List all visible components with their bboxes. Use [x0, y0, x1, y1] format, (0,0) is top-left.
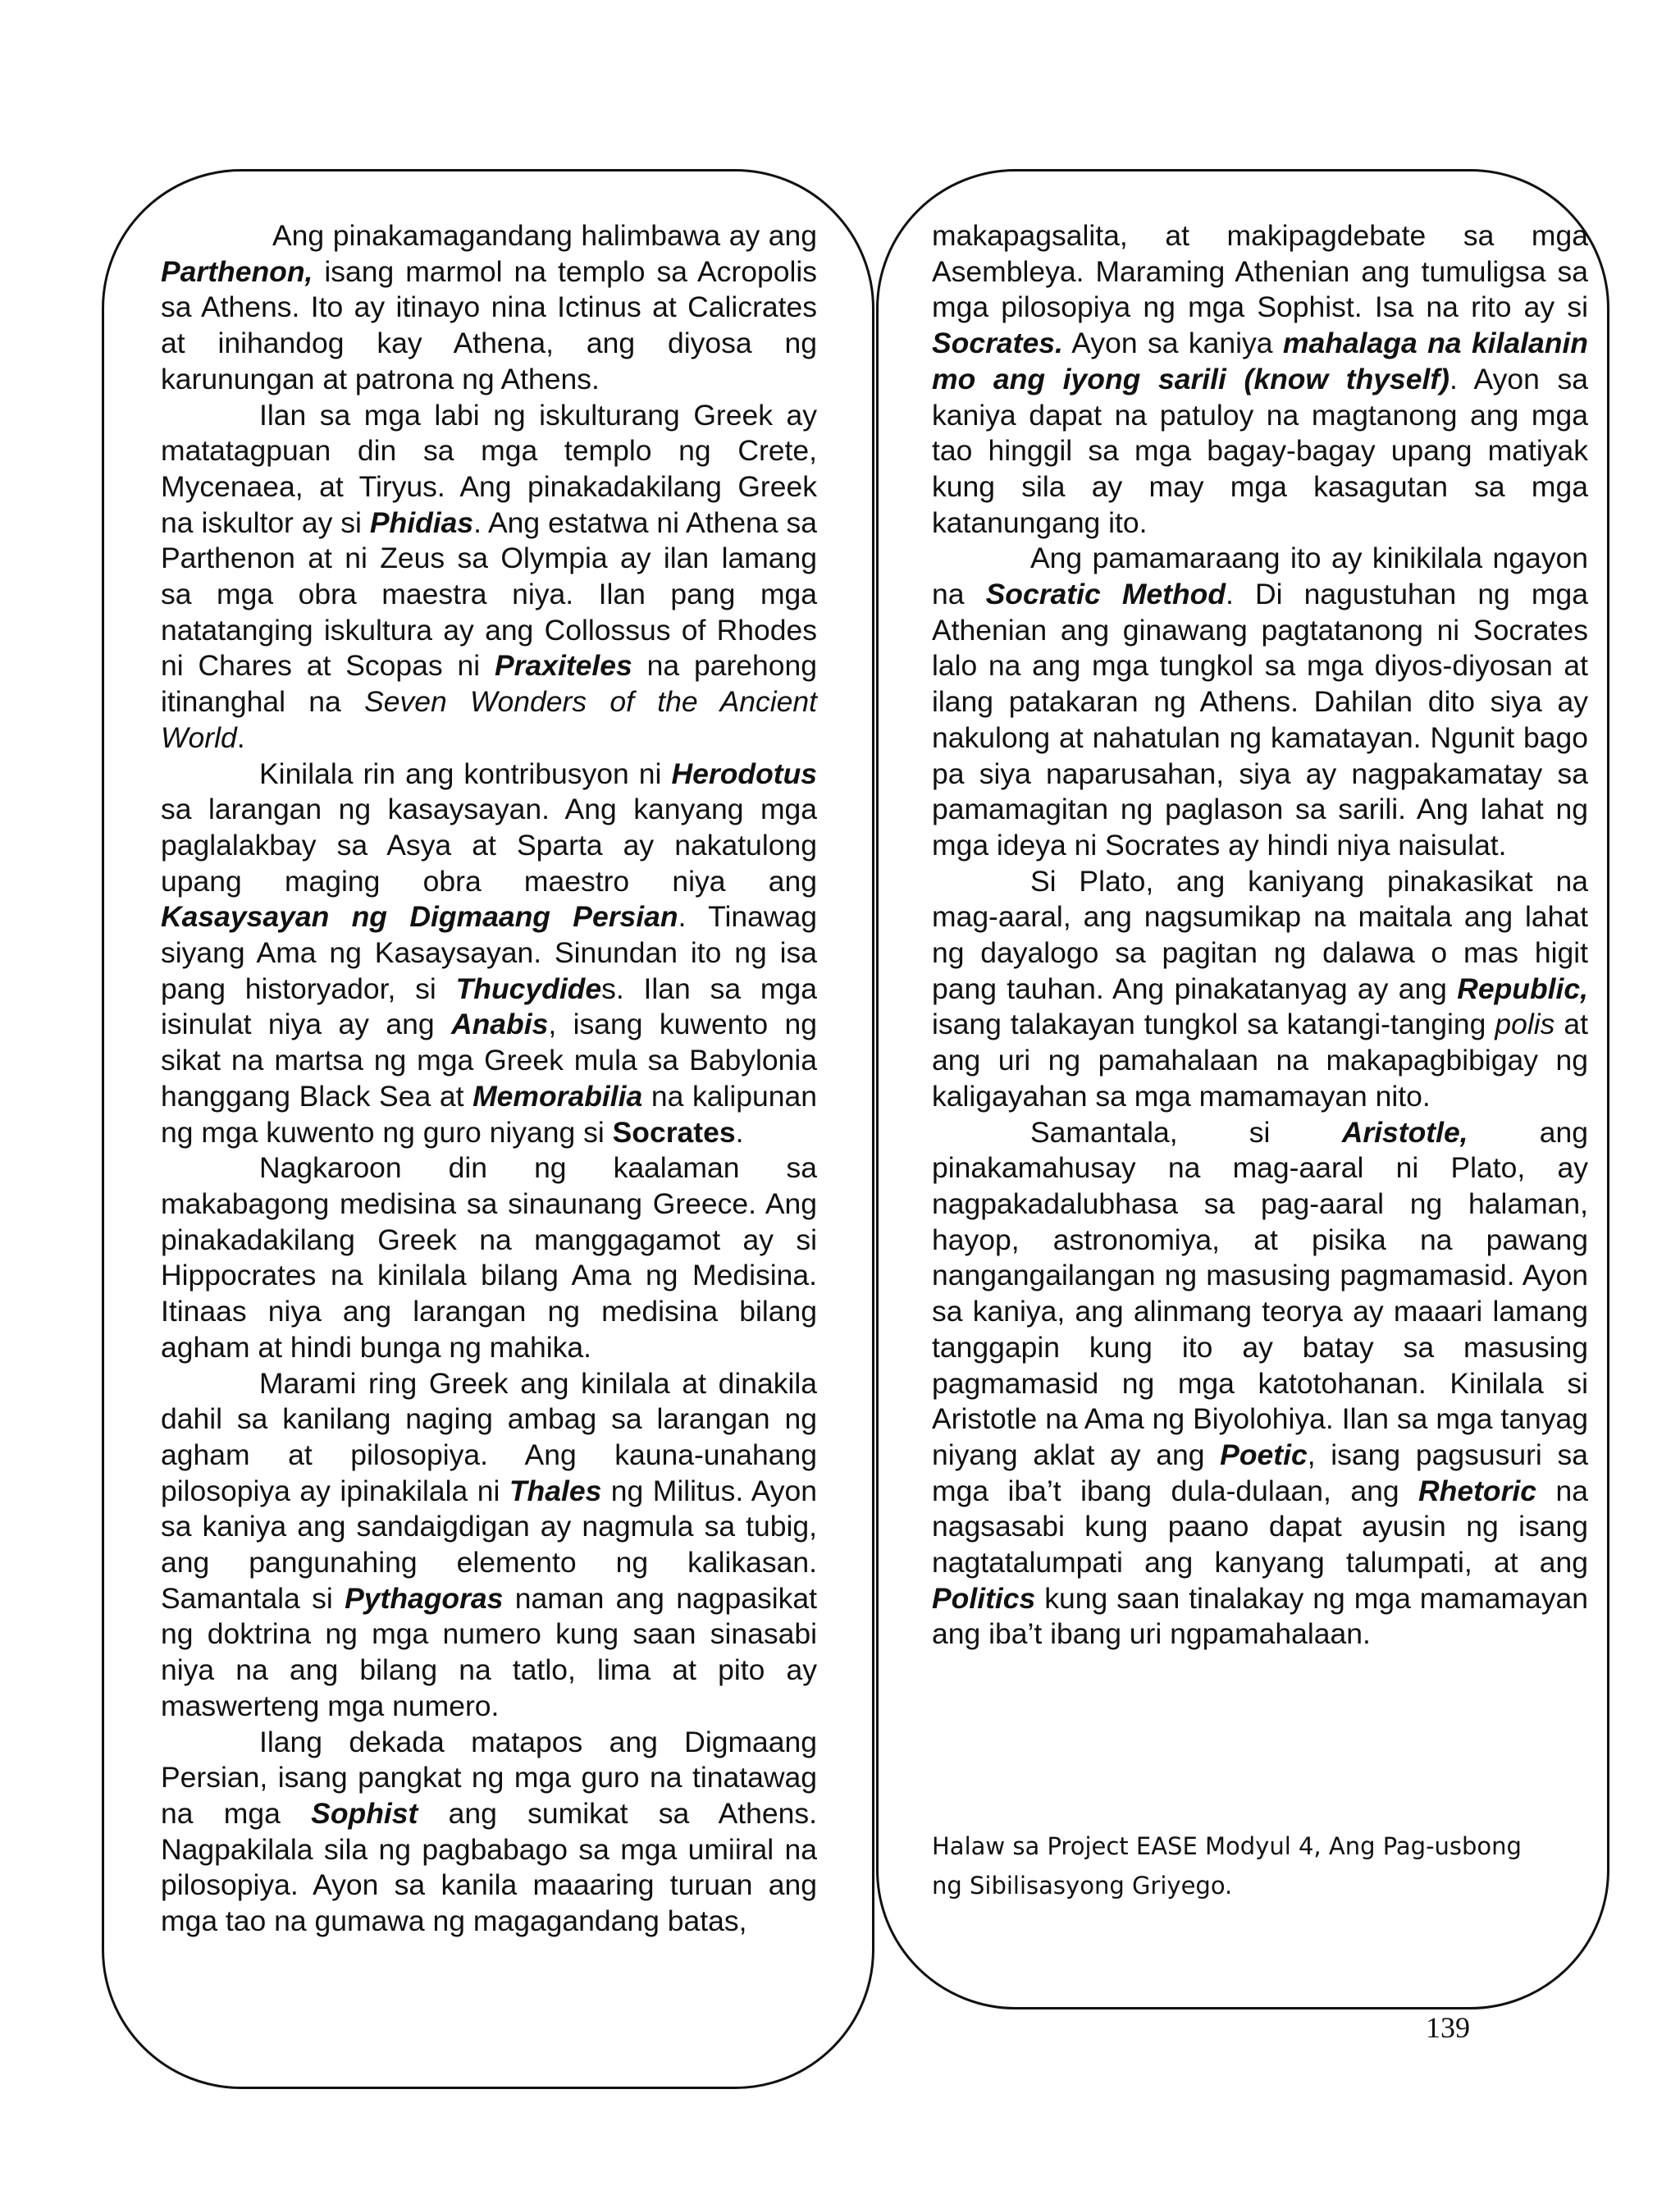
text: kung saan tinalakay ng mga mamamayan ang iba’t ibang uri ngpamahalaan. [932, 1581, 1588, 1651]
text: makapagsalita, at makipagdebate sa mga Asembleya. Maraming Athenian ang tumuligsa sa mga pilosopiya ng mga Sophist. Isa na rito ay si [932, 219, 1588, 324]
emphasis-term: Politics [932, 1581, 1036, 1615]
text: Kinilala rin ang kontribusyon ni [259, 757, 672, 790]
text: Ilang dekada matapos ang Digmaang Persian, isang pangkat ng mga guro na tinatawag na mga [161, 1725, 817, 1830]
emphasis-term: Pythagoras [345, 1581, 504, 1615]
paragraph-sculpture [161, 398, 817, 757]
text: sa larangan ng kasaysayan. Ang kanyang mga paglalakbay sa Asya at Sparta ay nakatulong upang maging obra maestro niya ang [161, 793, 817, 898]
page-number: 139 [1426, 2011, 1470, 2044]
emphasis-term: Herodotus [671, 757, 817, 790]
emphasis-term: Sophist [311, 1796, 418, 1830]
text: . [236, 720, 245, 754]
text: Ang pamamaraang ito ay kinikilala ngayon na [932, 542, 1588, 611]
paragraph-philosophy [161, 1366, 817, 1725]
emphasis-term: Praxiteles [495, 649, 632, 683]
text: . Di nagustuhan ng mga Athenian ang ginawang pagtatanong ni Socrates lalo na ang mga tungkol sa mga diyos-diyosan at ilang patakaran ng Athens. Dahilan dito siya ay nakulong at nahatulan ng kamatayan. Ngunit bago pa siya naparusahan, siya ay nagpakamatay sa pamamagitan ng paglason sa sarili. Ang lahat ng mga ideya ni Socrates ay hindi niya naisulat. [932, 578, 1588, 862]
text: isang marmol na templo sa Acropolis sa Athens. Ito ay itinayo nina Ictinus at Calicrates at inihandog kay Athena, ang diyosa ng karunungan at patrona ng Athens. [161, 254, 817, 395]
text: Marami ring Greek ang kinilala at dinakila dahil sa kanilang naging ambag sa larangan ng agham at pilosopiya. Ang kauna-unahang pilosopiya ay ipinakilala ni [161, 1366, 817, 1507]
text: na nagsasabi kung paano dapat ayusin ng isang nagtatalumpati ang kanyang talumpati, at ang [932, 1474, 1588, 1580]
emphasis-term: Republic, [1457, 972, 1588, 1005]
emphasis-term: Phidias [369, 505, 474, 539]
text: s. Ilan sa mga isinulat niya ay ang [161, 972, 817, 1041]
text: Si Plato, ang kaniyang pinakasikat na mag-aaral, ang nagsumikap na maitala ang lahat ng dayalogo sa pagitan ng dalawa o mas higit pang tauhan. Ang pinakatanyag ay ang [932, 864, 1588, 1005]
text: Ang pinakamagandang halimbawa ay ang [272, 219, 817, 252]
italic-term: Seven Wonders of the Ancient World [161, 685, 817, 754]
source-citation-line: ng Sibilisasyong Griyego. [932, 1872, 1233, 1900]
italic-term: polis [1495, 1008, 1555, 1041]
text: ng Militus. Ayon sa kaniya ang sandaigdigan ay nagmula sa tubig, ang pangunahing elemento ng kalikasan. Samantala si [161, 1474, 818, 1615]
text: Nagkaroon din ng kaalaman sa makabagong medisina sa sinaunang Greece. Ang pinakadakilang Greek na manggagamot ay si Hippocrates na kinilala bilang Ama ng Medisina. Itinaas niya ang larangan ng medisina bilang agham at hindi bunga ng mahika. [161, 1151, 817, 1364]
paragraph-sophists [161, 1725, 817, 1940]
text: , isang kuwento ng sikat na martsa ng mga Greek mula sa Babylonia hanggang Black Sea at [161, 1008, 818, 1113]
paragraph-socrates [932, 218, 1588, 541]
emphasis-term: Kasaysayan ng Digmaang Persian [161, 900, 678, 934]
text: . [735, 1115, 744, 1149]
text: Samantala, si [1030, 1115, 1342, 1149]
emphasis-term: Anabis [450, 1008, 549, 1041]
left-column [161, 218, 817, 1940]
text: Ilan sa mga labi ng iskulturang Greek ay matatagpuan din sa mga templo ng Crete, Mycenaea, at Tiryus. Ang pinakadakilang Greek na iskultor ay si [161, 398, 817, 539]
paragraph-parthenon [161, 218, 817, 398]
text: isang talakayan tungkol sa katangi-tanging [932, 1008, 1495, 1041]
text: . Tinawag siyang Ama ng Kasaysayan. Sinundan ito ng isa pang historyador, si [161, 900, 817, 1005]
source-citation [932, 1827, 1555, 1905]
emphasis-term: Socrates. [932, 327, 1063, 360]
paragraph-plato [932, 864, 1588, 1115]
paragraph-history [161, 757, 817, 1151]
emphasis-term: Memorabilia [472, 1079, 643, 1113]
emphasis-term: Socratic Method [985, 578, 1226, 611]
emphasis-term: Rhetoric [1418, 1474, 1537, 1507]
text: at ang uri ng pamahalaan na makapagbibigay ng kaligayahan sa mga mamamayan nito. [932, 1008, 1588, 1113]
text: na kalipunan ng mga kuwento ng guro niyang si [161, 1079, 817, 1149]
text: . Ayon sa kaniya dapat na patuloy na magtanong ang mga tao hinggil sa mga bagay-bagay upang matiyak kung sila ay may mga kasagutan sa mga katanungang ito. [932, 362, 1588, 539]
text: , isang pagsusuri sa mga iba’t ibang dula-dulaan, ang [932, 1438, 1588, 1507]
text: . Ang estatwa ni Athena sa Parthenon at ni Zeus sa Olympia ay ilan lamang sa mga obra maestra niya. Ilan pang mga natatanging iskultura ay ang Collossus of Rhodes ni Chares at Scopas ni [161, 505, 817, 683]
emphasis-term: Thales [509, 1474, 602, 1507]
emphasis-term: Thucydide [455, 972, 602, 1005]
text: na parehong itinanghal na [161, 649, 817, 719]
source-citation-line: Halaw sa Project EASE Modyul 4, Ang Pag-usbong [932, 1832, 1522, 1860]
text: ang sumikat sa Athens. Nagpakilala sila ng pagbabago sa mga umiiral na pilosopiya. Ayon sa kanila maaaring turuan ang mga tao na gumawa ng magagandang batas, [161, 1796, 817, 1938]
right-column [932, 218, 1588, 1653]
emphasis-term: Parthenon, [161, 254, 313, 288]
paragraph-socratic-method [932, 541, 1588, 863]
emphasis-term: Aristotle, [1341, 1115, 1468, 1149]
paragraph-aristotle [932, 1115, 1588, 1653]
text: ang pinakamahusay na mag-aaral ni Plato, ay nagpakadalubhasa sa pag-aaral ng halaman, hayop, astronomiya, at pisika na pawang nangangailangan ng masusing pagmamasid. Ayon sa kaniya, ang alinmang teorya ay maaari lamang tanggapin kung ito ay batay sa masusing pagmamasid ng mga katotohanan. Kinilala si Aristotle na Ama ng Biyolohiya. Ilan sa mga tanyag niyang aklat ay ang [932, 1115, 1589, 1471]
emphasis-term: mahalaga na kilalanin mo ang iyong sarili (know thyself) [932, 327, 1588, 395]
emphasis-term: Poetic [1220, 1438, 1308, 1471]
emphasis-term: Socrates [612, 1115, 736, 1149]
paragraph-medicine [161, 1150, 817, 1365]
text: Ayon sa kaniya [1062, 327, 1283, 360]
text: naman ang nagpasikat ng doktrina ng mga numero kung saan sinasabi niya na ang bilang na tatlo, lima at pito ay maswerteng mga numero. [161, 1581, 817, 1722]
